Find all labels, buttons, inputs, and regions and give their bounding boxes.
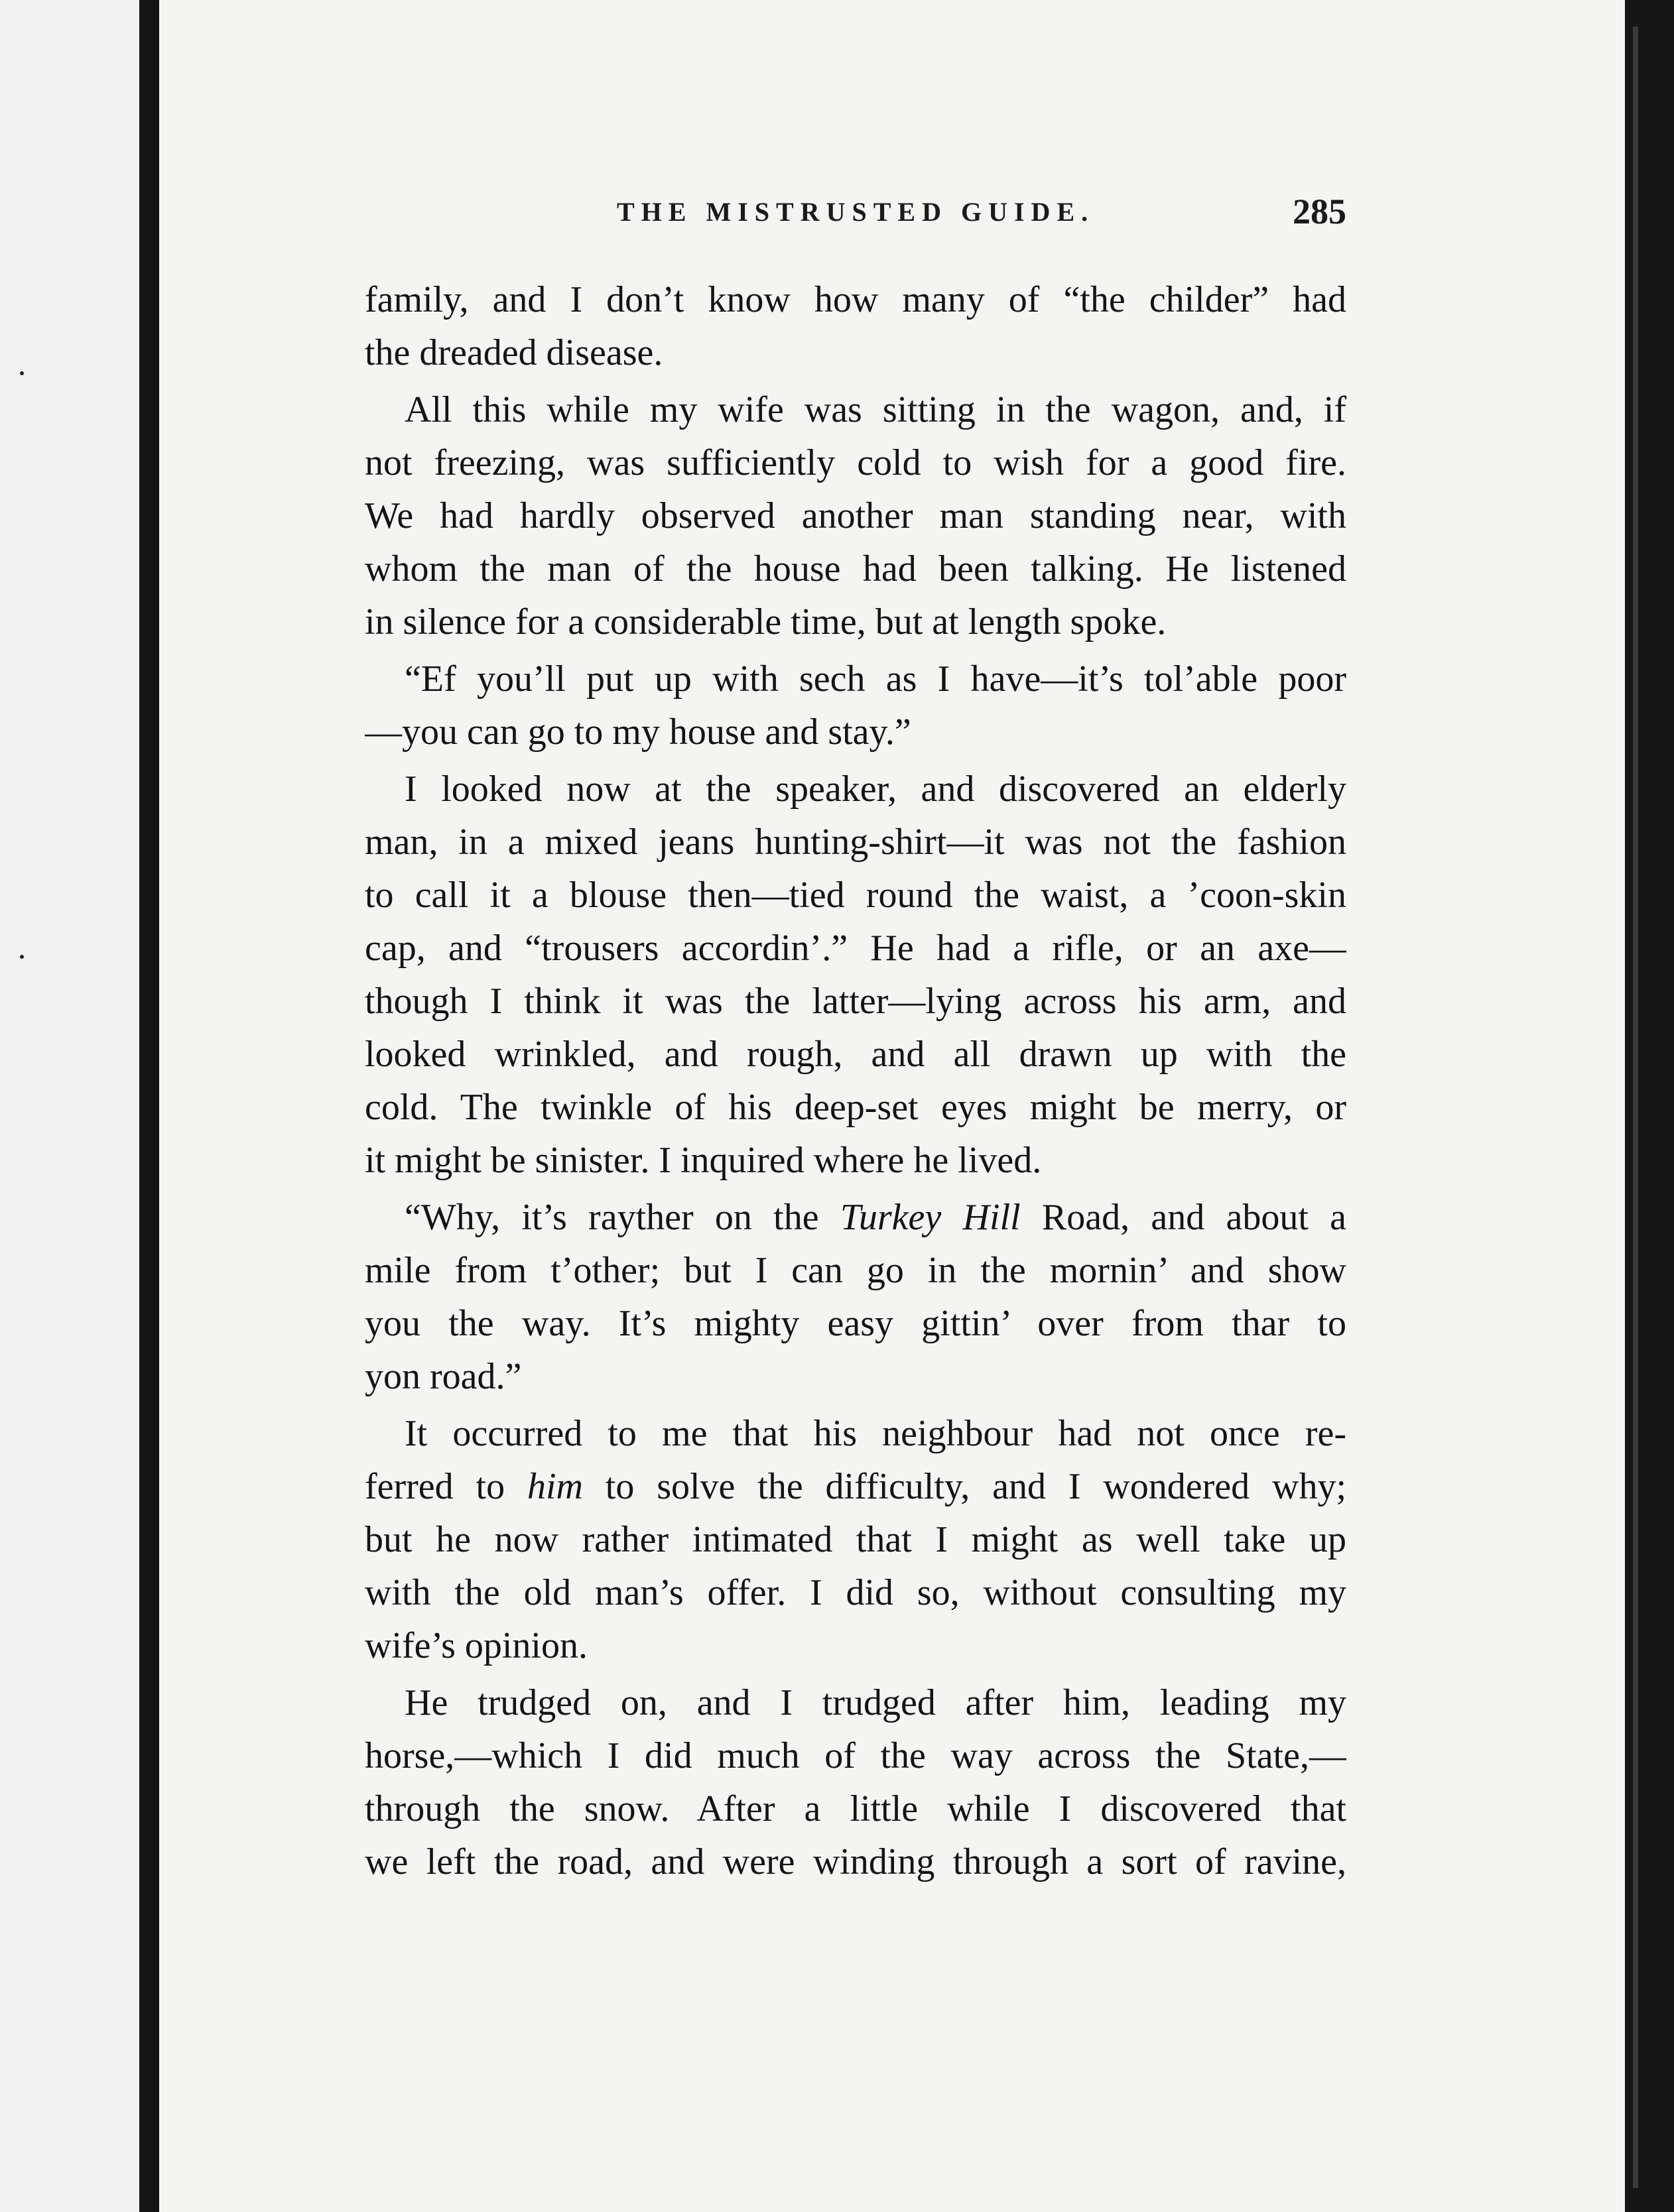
text-line: horse,—which I did much of the way across the State,— (365, 1735, 1346, 1776)
text-line (365, 1460, 1346, 1513)
text-line: All this while my wife was sitting in the wagon, and, if (405, 389, 1346, 430)
text-line: looked wrinkled, and rough, and all drawn up with the (365, 1034, 1346, 1075)
text-line: in silence for a considerable time, but at length spoke. (365, 601, 1167, 643)
text-line: you the way. It’s mighty easy gittin’ over from thar to (365, 1303, 1346, 1344)
text-line: with the old man’s offer. I did so, without consulting my (365, 1572, 1346, 1613)
text-line: we left the road, and were winding through a sort of ravine, (365, 1841, 1346, 1882)
text-line: wife’s opinion. (365, 1625, 588, 1666)
facing-page-edge (0, 0, 143, 2212)
italic-emphasis: him (527, 1466, 583, 1507)
text-span: ferred to (365, 1466, 527, 1507)
text-line: cap, and “trousers accordin’.” He had a rifle, or an axe— (365, 928, 1346, 969)
text-line: man, in a mixed jeans hunting-shirt—it was not the fashion (365, 822, 1346, 863)
text-line: cold. The twinkle of his deep-set eyes might be merry, or (365, 1087, 1346, 1128)
text-line: but he now rather intimated that I might as well take up (365, 1519, 1346, 1560)
text-line: —you can go to my house and stay.” (365, 711, 911, 753)
running-head (617, 192, 1346, 236)
text-line: family, and I don’t know how many of “the childer” had (365, 279, 1346, 320)
chapter-title: THE MISTRUSTED GUIDE. (617, 197, 1095, 227)
text-span: “Why, it’s rayther on the (405, 1197, 840, 1238)
speck (20, 371, 24, 375)
text-line: to call it a blouse then—tied round the waist, a ’coon-skin (365, 875, 1346, 916)
text-line: it might be sinister. I inquired where he lived. (365, 1140, 1042, 1181)
text-line: “Ef you’ll put up with sech as I have—it’s tol’able poor (405, 658, 1346, 700)
text-line: whom the man of the house had been talking. He listened (365, 548, 1346, 589)
gutter-binding (139, 0, 159, 2212)
body-text (365, 273, 1346, 1888)
text-span: Road, and about a (1020, 1197, 1346, 1238)
text-span: to solve the difficulty, and I wondered why; (582, 1466, 1346, 1507)
text-line: mile from t’other; but I can go in the mornin’ and show (365, 1250, 1346, 1291)
text-line (365, 1191, 1346, 1244)
text-line: through the snow. After a little while I discovered that (365, 1788, 1346, 1829)
text-line: I looked now at the speaker, and discovered an elderly (405, 768, 1346, 810)
right-page-edge-highlight (1633, 27, 1638, 2188)
text-line: We had hardly observed another man standing near, with (365, 495, 1346, 536)
text-line: the dreaded disease. (365, 332, 663, 373)
text-line: He trudged on, and I trudged after him, leading my (405, 1682, 1346, 1723)
text-line: not freezing, was sufficiently cold to wish for a good fire. (365, 442, 1346, 483)
page-number: 285 (1293, 192, 1346, 231)
text-line: yon road.” (365, 1356, 522, 1397)
text-line: though I think it was the latter—lying across his arm, and (365, 981, 1346, 1022)
speck (20, 955, 24, 959)
italic-place-name: Turkey Hill (840, 1197, 1021, 1238)
text-line: It occurred to me that his neighbour had not once re- (405, 1413, 1346, 1454)
